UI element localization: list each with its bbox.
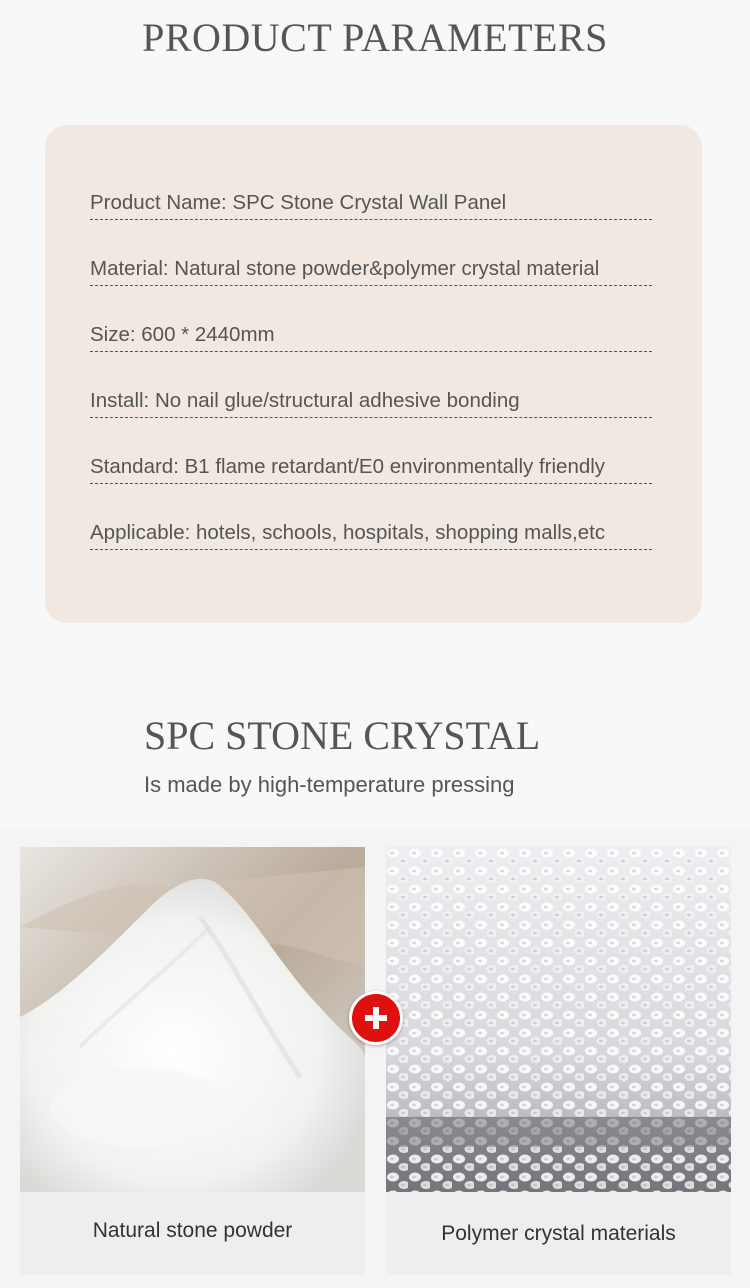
material-caption-stone: Natural stone powder bbox=[92, 1219, 293, 1242]
page-title: PRODUCT PARAMETERS bbox=[142, 15, 608, 60]
materials-section bbox=[0, 830, 750, 1288]
param-applicable: Applicable: hotels, schools, hospitals, shopping malls,etc bbox=[90, 521, 652, 550]
plus-icon bbox=[349, 991, 403, 1045]
param-material: Material: Natural stone powder&polymer crystal material bbox=[90, 257, 652, 286]
parameters-card bbox=[45, 125, 702, 623]
material-caption-crystal: Polymer crystal materials bbox=[441, 1222, 676, 1245]
stone-powder-photo bbox=[20, 847, 365, 1192]
param-size: Size: 600 * 2440mm bbox=[90, 323, 652, 352]
material-card-crystal bbox=[386, 847, 731, 1275]
section-title: SPC STONE CRYSTAL bbox=[144, 713, 541, 758]
material-card-stone bbox=[20, 847, 365, 1275]
param-product-name: Product Name: SPC Stone Crystal Wall Panel bbox=[90, 191, 652, 220]
param-install: Install: No nail glue/structural adhesive bonding bbox=[90, 389, 652, 418]
param-standard: Standard: B1 flame retardant/E0 environmentally friendly bbox=[90, 455, 652, 484]
section-subtitle: Is made by high-temperature pressing bbox=[144, 772, 515, 797]
crystal-granules-photo bbox=[386, 847, 731, 1192]
